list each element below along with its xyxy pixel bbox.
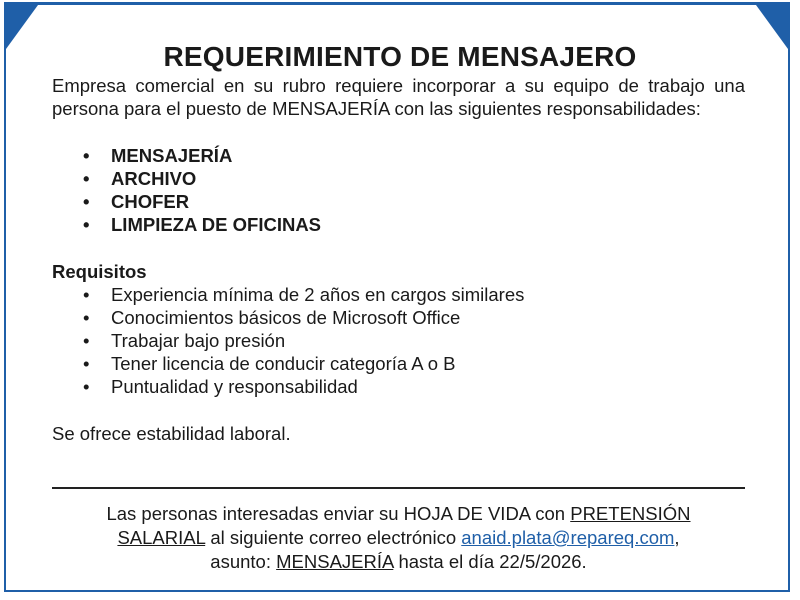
- requirements-list: [52, 283, 745, 398]
- footer-text: ,: [674, 527, 680, 548]
- page-title: REQUERIMIENTO DE MENSAJERO: [163, 40, 637, 72]
- email-link[interactable]: anaid.plata@repareq.com: [461, 527, 675, 548]
- list-item: • CHOFER: [52, 190, 745, 213]
- footer-text: asunto:: [210, 551, 277, 572]
- list-item: • MENSAJERÍA: [52, 144, 745, 167]
- offer-text: Se ofrece estabilidad laboral.: [52, 423, 291, 444]
- list-item: • LIMPIEZA DE OFICINAS: [52, 213, 745, 236]
- intro-paragraph: Empresa comercial en su rubro requiere incorporar a su equipo de trabajo una persona para el puesto de MENSAJERÍA con las siguientes responsabilidades:: [52, 75, 745, 119]
- footer-text: al siguiente correo electrónico: [205, 527, 462, 548]
- main-content: [52, 74, 745, 445]
- list-item: • Experiencia mínima de 2 años en cargos similares: [52, 283, 745, 306]
- list-item: • Puntualidad y responsabilidad: [52, 375, 745, 398]
- salary-requirement: PRETENSIÓN: [570, 503, 691, 524]
- list-item: • Tener licencia de conducir categoría A o B: [52, 352, 745, 375]
- list-item: • Conocimientos básicos de Microsoft Office: [52, 306, 745, 329]
- divider: [52, 487, 745, 489]
- requirements-heading: Requisitos: [52, 261, 147, 282]
- footer-text: Las personas interesadas enviar su HOJA DE VIDA con: [106, 503, 571, 524]
- list-item: • ARCHIVO: [52, 167, 745, 190]
- footer-text: hasta el día 22/5/2026.: [393, 551, 587, 572]
- list-item: • Trabajar bajo presión: [52, 329, 745, 352]
- salary-requirement: SALARIAL: [117, 527, 206, 548]
- subject-text: MENSAJERÍA: [276, 551, 394, 572]
- application-instructions: [52, 502, 745, 574]
- responsibilities-list: [52, 144, 745, 236]
